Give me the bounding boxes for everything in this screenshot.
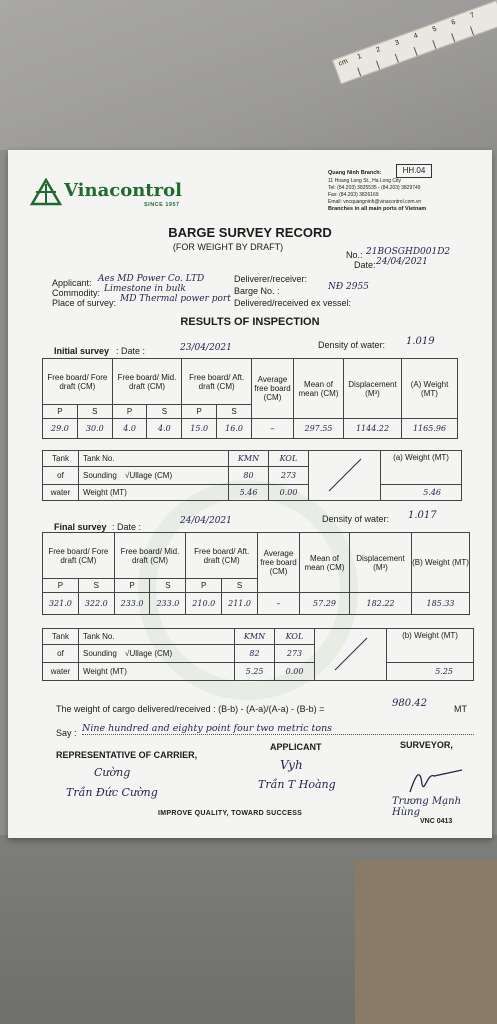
header-mean: Mean of mean (CM) xyxy=(300,533,350,593)
tank-weight-label: Weight (MT) xyxy=(79,485,229,501)
header-average: Average free board (CM) xyxy=(258,533,300,593)
starboard-label: S xyxy=(147,405,182,419)
branch-name: Quang Ninh Branch: xyxy=(328,170,382,176)
header-mean: Mean of mean (CM) xyxy=(294,359,344,419)
final-survey-label: Final survey xyxy=(54,522,107,532)
port-label: P xyxy=(186,579,222,593)
starboard-label: S xyxy=(150,579,186,593)
tank-weight-value: 5.46 xyxy=(381,485,462,501)
surveyor-label: SURVEYOR, xyxy=(400,740,453,750)
aft-p-value: 15.0 xyxy=(182,419,217,439)
say-label: Say : xyxy=(56,728,77,738)
applicant-name: Trần T Hoàng xyxy=(258,778,336,791)
ullage-kmn-value: 82 xyxy=(235,645,275,663)
fore-s-value: 322.0 xyxy=(78,593,114,615)
tank-kol: KOL xyxy=(275,629,315,645)
sounding-ullage-cell xyxy=(79,645,235,663)
commodity-value: Limestone in bulk xyxy=(104,284,186,294)
floor-tile xyxy=(355,860,497,1024)
port-label: P xyxy=(112,405,147,419)
place-value: MD Thermal power port xyxy=(120,294,231,304)
final-date-value: 24/04/2021 xyxy=(180,516,232,526)
initial-survey-label: Initial survey xyxy=(54,346,110,356)
displacement-value: 182.22 xyxy=(350,593,412,615)
cargo-weight-value: 980.42 xyxy=(392,698,427,709)
starboard-label: S xyxy=(217,405,252,419)
applicant-sign-label: APPLICANT xyxy=(270,742,322,752)
carrier-signature: Cường xyxy=(94,766,131,779)
mean-value: 297.55 xyxy=(294,419,344,439)
mid-p-value: 4.0 xyxy=(112,419,147,439)
sounding-label: Sounding xyxy=(83,649,117,658)
branch-network: Branches in all main ports of Vietnam xyxy=(328,206,427,212)
final-draft-table xyxy=(42,532,470,615)
branch-address: 11 Hoang Long St., Ha Long City xyxy=(328,178,402,184)
carrier-name: Trần Đức Cường xyxy=(66,786,158,799)
record-date-label: Date: xyxy=(354,260,376,270)
tank-label: Tank xyxy=(43,451,79,467)
tank-weight-value: 5.25 xyxy=(387,663,474,681)
final-density-value: 1.017 xyxy=(408,510,437,521)
document-subtitle: (FOR WEIGHT BY DRAFT) xyxy=(172,242,284,252)
ullage-kol-value: 273 xyxy=(269,467,309,485)
ullage-kol-value: 273 xyxy=(275,645,315,663)
header-fore-draft: Free board/ Fore draft (CM) xyxy=(43,533,115,579)
tank-cross-cell xyxy=(315,629,387,681)
cargo-weight-formula: The weight of cargo delivered/received : (B-b) - (A-a)/(A-a) - (B-b) = xyxy=(56,704,325,714)
port-label: P xyxy=(43,579,79,593)
header-aft-draft: Free board/ Aft. draft (CM) xyxy=(182,359,252,405)
fore-p-value: 29.0 xyxy=(43,419,78,439)
surveyor-name: Trương Mạnh Hùng xyxy=(392,796,462,818)
weight-kol-value: 0.00 xyxy=(275,663,315,681)
starboard-label: S xyxy=(77,405,112,419)
starboard-label: S xyxy=(78,579,114,593)
fore-s-value: 30.0 xyxy=(77,419,112,439)
sounding-label: Sounding xyxy=(83,471,117,480)
final-tank-table xyxy=(42,628,474,681)
initial-date-label: : Date : xyxy=(116,346,146,356)
results-title: RESULTS OF INSPECTION xyxy=(180,316,320,328)
header-mid-draft: Free board/ Mid. draft (CM) xyxy=(114,533,186,579)
mid-s-value: 233.0 xyxy=(150,593,186,615)
fore-p-value: 321.0 xyxy=(43,593,79,615)
mid-p-value: 233.0 xyxy=(114,593,150,615)
background-table xyxy=(0,0,497,150)
cross-out-mark-icon xyxy=(325,455,365,495)
surveyor-signature-icon xyxy=(398,764,468,796)
applicant-value: Aes MD Power Co. LTD xyxy=(98,274,205,284)
weight-kol-value: 0.00 xyxy=(269,485,309,501)
ullage-label: √Ullage (CM) xyxy=(125,471,173,480)
final-date-label: : Date : xyxy=(112,522,142,532)
barge-label: Barge No. : xyxy=(234,286,280,296)
ullage-label: √Ullage (CM) xyxy=(125,649,173,658)
initial-density-value: 1.019 xyxy=(406,336,435,347)
carrier-label: REPRESENTATIVE OF CARRIER, xyxy=(56,750,198,760)
surveyor-code: VNC 0413 xyxy=(420,818,453,825)
tank-of-label: of xyxy=(43,645,79,663)
final-density-label: Density of water: xyxy=(322,514,390,524)
average-value: – xyxy=(252,419,294,439)
place-label: Place of survey: xyxy=(52,298,117,308)
record-no-label: No.: xyxy=(346,250,363,260)
tank-kmn: KMN xyxy=(229,451,269,467)
header-aft-draft: Free board/ Aft. draft (CM) xyxy=(186,533,258,579)
survey-record-document xyxy=(8,150,492,838)
mean-value: 57.29 xyxy=(300,593,350,615)
aft-s-value: 211.0 xyxy=(222,593,258,615)
ruler-label: cm xyxy=(337,57,349,68)
tank-weight-header: (b) Weight (MT) xyxy=(387,629,474,663)
tank-water-label: water xyxy=(43,663,79,681)
ruler-label: 3 xyxy=(394,39,401,48)
ruler-label: 6 xyxy=(450,18,457,27)
header-average: Average free board (CM) xyxy=(252,359,294,419)
ruler-label: 4 xyxy=(412,32,419,41)
tank-of-label: of xyxy=(43,467,79,485)
initial-density-label: Density of water: xyxy=(318,340,386,350)
company-name: Vinacontrol xyxy=(64,180,182,201)
branch-fax: Fax: (84.203) 3826169 xyxy=(328,192,379,198)
record-date-value: 24/04/2021 xyxy=(376,257,428,267)
vessel-label: Delivered/received ex vessel: xyxy=(234,298,352,308)
tank-kol: KOL xyxy=(269,451,309,467)
vinacontrol-logo-icon xyxy=(30,178,62,206)
average-value: – xyxy=(258,593,300,615)
ullage-kmn-value: 80 xyxy=(229,467,269,485)
header-displacement: Displacement (M³) xyxy=(344,359,402,419)
starboard-label: S xyxy=(222,579,258,593)
branch-tel: Tel: (84.203) 3825535 - (84.203) 3829749 xyxy=(328,185,421,191)
header-weight: (B) Weight (MT) xyxy=(412,533,470,593)
barge-value: NĐ 2955 xyxy=(328,282,369,292)
aft-p-value: 210.0 xyxy=(186,593,222,615)
tank-kmn: KMN xyxy=(235,629,275,645)
tank-weight-label: Weight (MT) xyxy=(79,663,235,681)
applicant-signature: Vyh xyxy=(280,758,303,772)
header-weight: (A) Weight (MT) xyxy=(402,359,458,419)
header-fore-draft: Free board/ Fore draft (CM) xyxy=(43,359,113,405)
weight-kmn-value: 5.25 xyxy=(235,663,275,681)
company-since: SINCE 1957 xyxy=(144,202,180,208)
aft-s-value: 16.0 xyxy=(217,419,252,439)
port-label: P xyxy=(114,579,150,593)
port-label: P xyxy=(43,405,78,419)
deliverer-label: Deliverer/receiver: xyxy=(234,274,308,284)
ruler-label: 7 xyxy=(469,11,476,20)
record-no-value: 21BOSGHD001D2 xyxy=(366,247,451,257)
ruler-label: 5 xyxy=(431,25,438,34)
cross-out-mark-icon xyxy=(331,634,371,674)
weight-kmn-value: 5.46 xyxy=(229,485,269,501)
commodity-label: Commodity: xyxy=(52,288,101,298)
displacement-value: 1144.22 xyxy=(344,419,402,439)
document-title: BARGE SURVEY RECORD xyxy=(168,225,332,240)
initial-tank-table xyxy=(42,450,462,501)
weight-value: 1165.96 xyxy=(402,419,458,439)
tank-cross-cell xyxy=(309,451,381,501)
header-displacement: Displacement (M³) xyxy=(350,533,412,593)
sounding-ullage-cell xyxy=(79,467,229,485)
port-label: P xyxy=(182,405,217,419)
tank-weight-header: (a) Weight (MT) xyxy=(381,451,462,485)
applicant-label: Applicant: xyxy=(52,278,92,288)
cargo-weight-unit: MT xyxy=(454,704,467,714)
company-slogan: IMPROVE QUALITY, TOWARD SUCCESS xyxy=(158,810,303,817)
tank-label: Tank xyxy=(43,629,79,645)
initial-draft-table xyxy=(42,358,458,439)
weight-value: 185.33 xyxy=(412,593,470,615)
branch-email: Email: vncquangninh@vinacontrol.com.vn xyxy=(328,199,422,205)
initial-date-value: 23/04/2021 xyxy=(180,343,232,353)
tank-no-label: Tank No. xyxy=(79,451,229,467)
tank-water-label: water xyxy=(43,485,79,501)
tank-no-label: Tank No. xyxy=(79,629,235,645)
branch-code: HH.04 xyxy=(396,164,432,178)
mid-s-value: 4.0 xyxy=(147,419,182,439)
header-mid-draft: Free board/ Mid. draft (CM) xyxy=(112,359,182,405)
ruler-label: 1 xyxy=(356,52,363,61)
say-value: Nine hundred and eighty point four two metric tons xyxy=(82,723,474,735)
ruler-label: 2 xyxy=(375,46,382,55)
